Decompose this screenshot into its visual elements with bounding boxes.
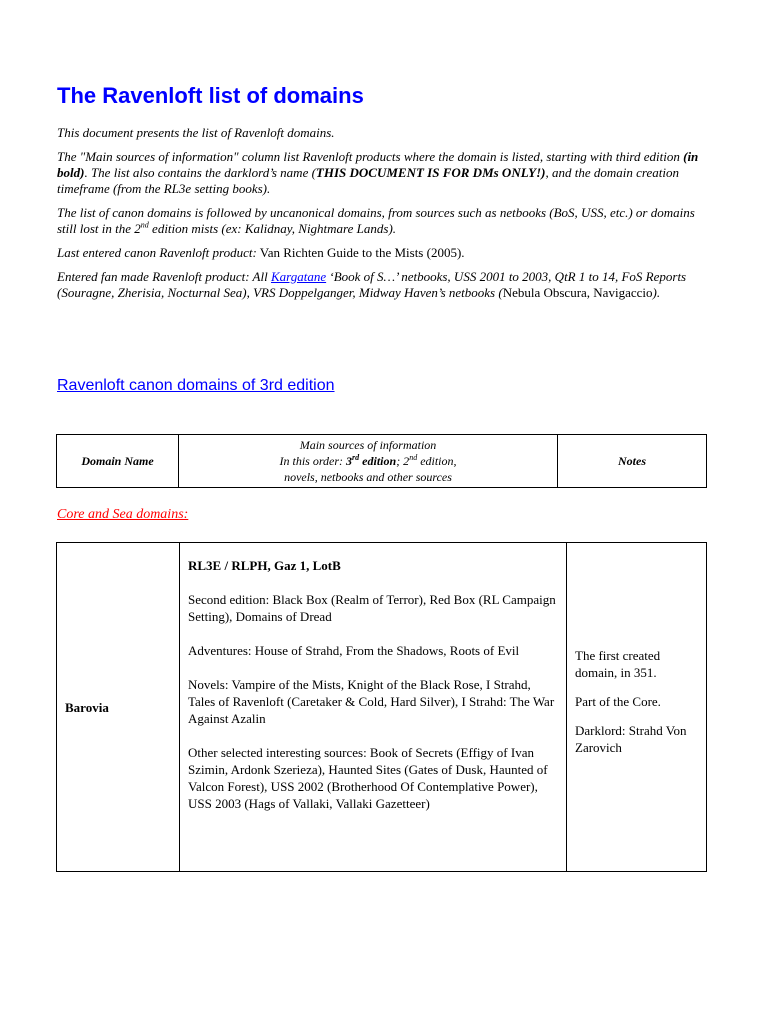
domains-header-table	[56, 434, 707, 488]
header-notes: Notes	[558, 435, 707, 488]
table-row	[57, 543, 707, 872]
core-sea-domains-label: Core and Sea domains:	[57, 507, 189, 522]
source-other: Other selected interesting sources: Book of Secrets (Effigy of Ivan Szimin, Ardonk Szerieza), Haunted Sites (Gates of Dusk, Haunted of Valcon Forest), USS 2002 (Brotherhood Of Contemplative Power), USS 2003 (Hags of Vallaki, Vallaki Gazetteer)	[188, 745, 548, 811]
header-domain-name: Domain Name	[57, 435, 179, 488]
kargatane-link[interactable]: Kargatane	[270, 269, 327, 284]
intro-section	[57, 125, 707, 309]
header-main-sources: Main sources of information In this order: 3rd edition; 2nd edition, novels, netbooks and other sources	[179, 435, 558, 488]
intro-paragraph-3: The list of canon domains is followed by uncanonical domains, from sources such as netbooks (BoS, USS, etc.) or domains still lost in the 2nd edition mists (ex: Kalidnay, Nightmare Lands).	[57, 205, 695, 236]
source-adventures: Adventures: House of Strahd, From the Shadows, Roots of Evil	[188, 643, 520, 658]
intro-paragraph-4: Last entered canon Ravenloft product: Van Richten Guide to the Mists (2005).	[57, 245, 465, 260]
source-second-edition: Second edition: Black Box (Realm of Terror), Red Box (RL Campaign Setting), Domains of Dread	[188, 592, 556, 624]
page-title: The Ravenloft list of domains	[57, 83, 364, 108]
note-creation: The first created domain, in 351.	[575, 647, 661, 680]
section-heading-link[interactable]: Ravenloft canon domains of 3rd edition	[57, 377, 335, 394]
intro-paragraph-2: The "Main sources of information" column list Ravenloft products where the domain is listed, starting with third edition (in bold). The list also contains the darklord’s name (THIS DOCUMENT IS FOR DMs ONLY!), and the domain creation timeframe (from the RL3e setting books).	[57, 149, 699, 196]
intro-paragraph-1: This document presents the list of Ravenloft domains.	[57, 125, 335, 140]
barovia-table	[56, 542, 707, 872]
source-primary: RL3E / RLPH, Gaz 1, LotB	[188, 558, 341, 573]
dm-warning: THIS DOCUMENT IS FOR DMs ONLY!)	[315, 165, 546, 180]
sources-cell	[180, 543, 567, 872]
notes-cell	[567, 543, 707, 872]
domain-name-cell: Barovia	[57, 543, 180, 872]
intro-paragraph-5: Entered fan made Ravenloft product: All Kargatane ‘Book of S…’ netbooks, USS 2001 to 2003, QtR 1 to 14, FoS Reports (Souragne, Zherisia, Nocturnal Sea), VRS Doppelganger, Midway Haven’s netbooks (Nebula Obscura, Navigaccio).	[57, 269, 687, 300]
bold-note: (in bold)	[57, 149, 699, 180]
source-novels: Novels: Vampire of the Mists, Knight of the Black Rose, I Strahd, Tales of Ravenloft (Caretaker & Cold, Hard Silver), I Strahd: The War Against Azalin	[188, 677, 555, 726]
note-core: Part of the Core.	[575, 693, 661, 709]
note-darklord: Darklord: Strahd Von Zarovich	[575, 722, 687, 755]
